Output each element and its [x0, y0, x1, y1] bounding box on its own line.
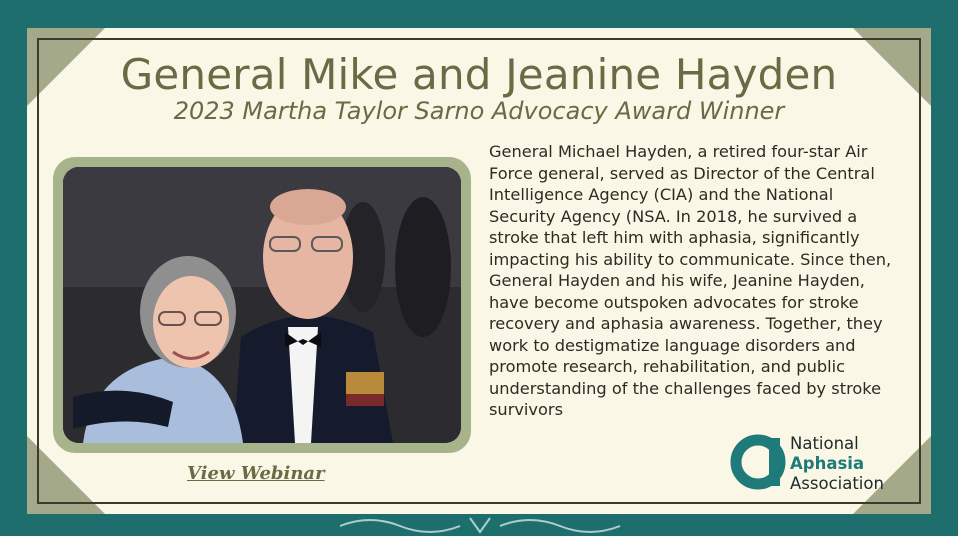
logo-line-aphasia: Aphasia	[790, 454, 865, 473]
honorees-photo	[63, 167, 461, 443]
view-webinar-link[interactable]: View Webinar	[187, 463, 325, 484]
bio-paragraph: General Michael Hayden, a retired four-star Air Force general, served as Director of the Central Intelligence Agency (CIA) and the National Security Agency (NSA. In 2018, he survived a stroke that left him with aphasia, significantly impacting his ability to communicate. Since then, General Hayden and his wife, Jeanine Hayden, have become outspoken advocates for stroke recovery and aphasia awareness. Together, they work to destigmatize language disorders and promote research, rehabilitation, and public understanding of the challenges faced by stroke survivors	[489, 142, 892, 419]
naa-logo	[730, 432, 915, 496]
page-title: General Mike and Jeanine Hayden	[120, 50, 838, 99]
photo-frame	[53, 157, 471, 453]
logo-line-national: National	[790, 434, 859, 453]
award-subtitle: 2023 Martha Taylor Sarno Advocacy Award Winner	[173, 97, 785, 125]
naa-logo-text	[790, 434, 884, 494]
ornament-flourish-icon	[330, 514, 630, 536]
naa-logo-icon	[730, 432, 788, 490]
logo-line-association: Association	[790, 474, 884, 493]
honorees-photo-illustration	[63, 167, 461, 443]
